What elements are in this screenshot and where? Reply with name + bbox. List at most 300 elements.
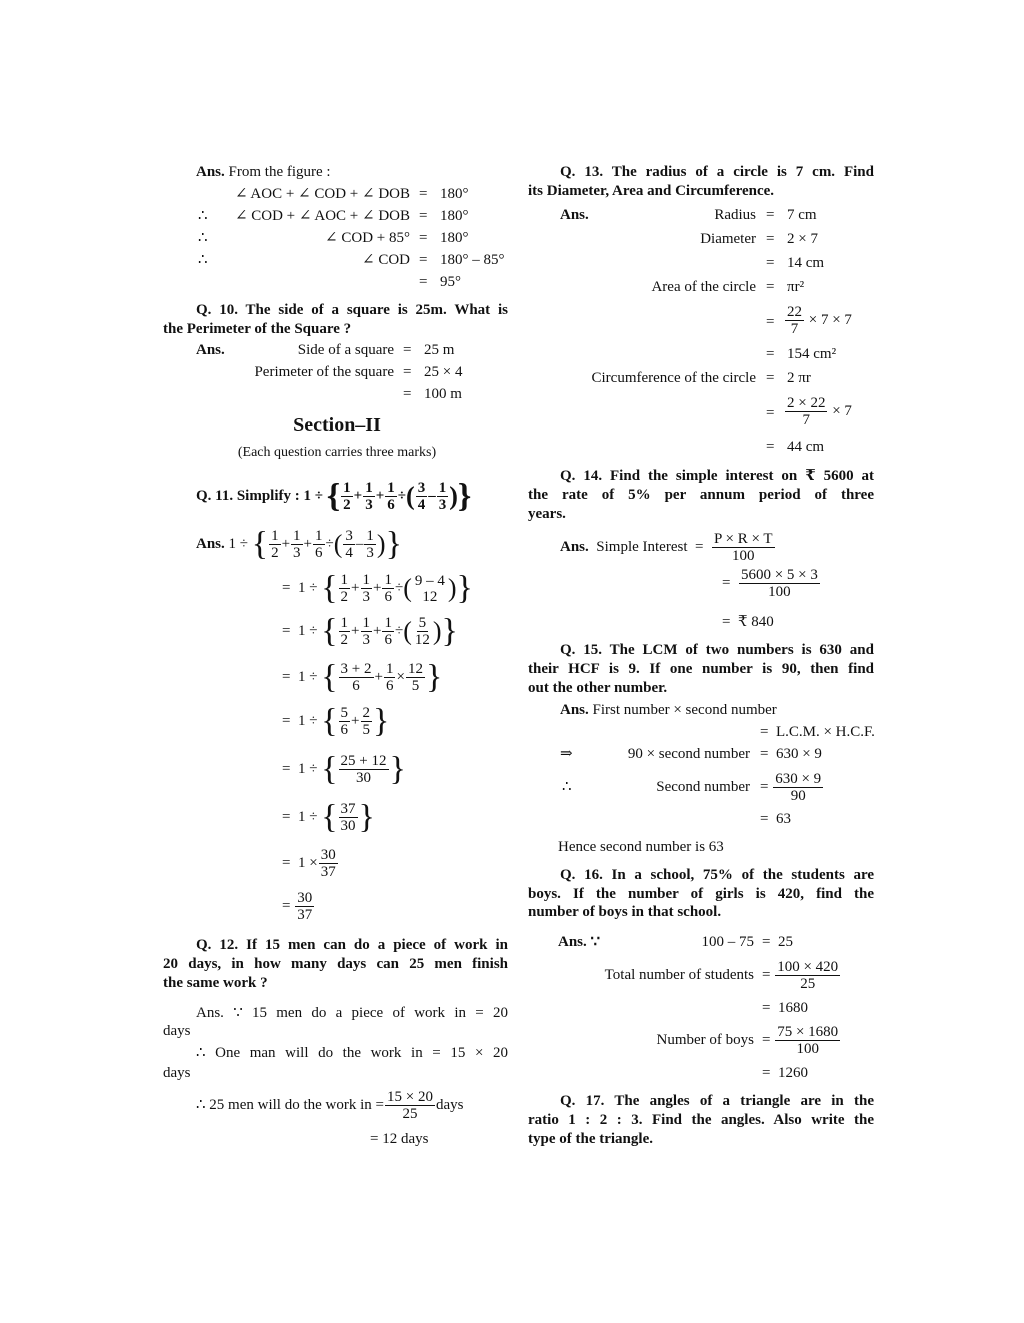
- math-text: =: [695, 539, 704, 555]
- denominator: 3: [365, 497, 373, 514]
- math-text: ×: [396, 669, 405, 685]
- fraction: [361, 572, 373, 605]
- numerator: 15 × 20: [386, 1089, 433, 1106]
- step: [282, 704, 389, 739]
- denominator: 30: [356, 770, 372, 787]
- math-text: =: [760, 724, 769, 740]
- denominator: 3: [293, 545, 301, 562]
- brace: }: [358, 798, 375, 836]
- math-text: 154 cm²: [787, 346, 837, 362]
- denominator: 37: [297, 907, 313, 924]
- brace: }: [385, 525, 402, 563]
- ans-label: Ans.: [196, 342, 225, 358]
- question-text: ratio 1 : 2 : 3. Find the angles. Also write the: [528, 1112, 874, 1128]
- denominator: 2: [343, 497, 351, 514]
- operator: +: [303, 536, 313, 552]
- math-text: 1 ×: [297, 855, 318, 871]
- numerator: 9 – 4: [414, 572, 445, 589]
- math-text: Ans. ∵: [558, 934, 601, 950]
- step: [282, 800, 375, 835]
- fraction: [361, 615, 373, 648]
- fraction: [343, 528, 355, 561]
- brace-open: {: [326, 477, 341, 515]
- question-text: Q. 15. The LCM of two numbers is 630 and: [560, 642, 874, 658]
- numerator: 1: [293, 528, 301, 545]
- math-text: =: [722, 575, 731, 591]
- operator: –: [355, 536, 364, 552]
- math-text: [760, 745, 822, 763]
- question-text: Q. 10. The side of a square is 25m. What is: [196, 302, 508, 318]
- math-text: 2 πr: [787, 370, 811, 386]
- question-text: Q. 16. In a school, 75% of the students are: [560, 867, 874, 883]
- denominator: 6: [385, 678, 394, 695]
- question-text: Q. 12. If 15 men can do a piece of work in: [196, 937, 508, 953]
- numerator: 22: [787, 304, 802, 321]
- denominator: 100: [768, 584, 791, 601]
- step: [282, 752, 406, 787]
- math-text: =: [766, 231, 775, 247]
- fraction: [382, 572, 394, 605]
- fraction: [339, 615, 351, 648]
- math-text: ⇒: [560, 746, 573, 762]
- math-text: [560, 701, 777, 719]
- equals: =: [419, 186, 428, 202]
- math-text: Diameter: [700, 231, 756, 247]
- fraction: [775, 959, 840, 992]
- eq-lhs: Perimeter of the square: [254, 364, 394, 380]
- fraction: [413, 615, 432, 648]
- brace-close: }: [457, 477, 472, 515]
- parenthesis: ): [447, 573, 457, 603]
- question-text: the Perimeter of the Square ?: [163, 321, 352, 337]
- brace: {: [251, 525, 269, 563]
- math-text: 7 cm: [787, 207, 817, 223]
- fraction: [339, 572, 351, 605]
- denominator: 12: [422, 588, 438, 605]
- math-text: 90 × second number: [627, 746, 750, 762]
- math-text: [784, 303, 852, 337]
- denominator: 6: [340, 722, 349, 739]
- answer-result: = 12 days: [370, 1131, 429, 1147]
- denominator: 12: [414, 632, 430, 649]
- numerator: 3: [417, 480, 426, 497]
- denominator: 3: [362, 589, 370, 606]
- math-text: =: [766, 255, 775, 271]
- eq-rhs: 100 m: [424, 386, 462, 402]
- math-text: 14 cm: [787, 255, 825, 271]
- denominator: 25: [402, 1106, 418, 1123]
- fraction: [339, 661, 374, 694]
- numerator: 75 × 1680: [777, 1024, 839, 1041]
- brace: {: [321, 658, 338, 696]
- ans-label: Ans.: [560, 207, 589, 223]
- fraction: [385, 480, 397, 513]
- math-text: ∴: [562, 779, 572, 795]
- fraction: [413, 573, 447, 605]
- fraction: [785, 395, 827, 428]
- math-text: [762, 1023, 841, 1057]
- fraction: [739, 567, 820, 600]
- eq-lhs: ∠ COD + ∠ AOC + ∠ DOB: [234, 208, 410, 224]
- numerator: 1: [438, 480, 447, 497]
- numerator: 1: [362, 572, 370, 589]
- math-text: +: [374, 669, 383, 685]
- numerator: 1: [362, 615, 370, 632]
- math-text: Hence second number is 63: [558, 839, 724, 855]
- step: [282, 846, 339, 880]
- equals: =: [403, 364, 412, 380]
- question-text: its Diameter, Area and Circumference.: [528, 183, 775, 199]
- eq-lhs: ∠ COD + 85°: [325, 230, 410, 246]
- denominator: 6: [384, 632, 392, 649]
- numerator: 630 × 9: [775, 771, 822, 788]
- math-text: =: [766, 314, 775, 330]
- math-text: =: [760, 779, 769, 795]
- numerator: 1: [384, 572, 392, 589]
- therefore-symbol: ∴: [198, 208, 208, 224]
- denominator: 37: [320, 864, 336, 881]
- fraction: [712, 531, 775, 564]
- brace: {: [321, 702, 338, 740]
- math-text: =: [766, 370, 775, 386]
- operator: +: [375, 488, 385, 504]
- math-text: =: [760, 746, 769, 762]
- math-text: [762, 1064, 808, 1082]
- math-text: =: [282, 669, 291, 685]
- fraction: [295, 890, 314, 923]
- numerator: 2 × 22: [787, 395, 826, 412]
- denominator: 6: [315, 545, 323, 562]
- math-text: =: [282, 623, 291, 639]
- math-text: =: [282, 809, 291, 825]
- denominator: 6: [387, 497, 395, 514]
- brace: {: [321, 569, 338, 607]
- math-text: =: [282, 898, 291, 914]
- math-text: =: [282, 855, 291, 871]
- operator: ÷: [325, 536, 334, 552]
- denominator: 4: [345, 545, 353, 562]
- fraction: [313, 528, 325, 561]
- numerator: 3 + 2: [340, 661, 372, 678]
- math-text: ÷: [394, 580, 404, 596]
- parenthesis: ): [432, 616, 442, 646]
- question-text: the same work ?: [163, 975, 268, 991]
- ans-label: Ans.: [196, 164, 225, 180]
- numerator: 12: [407, 661, 423, 678]
- ans-intro: From the figure :: [228, 164, 331, 180]
- parenthesis: ): [449, 481, 458, 511]
- math-text: [196, 163, 331, 181]
- answer-text: days: [163, 1023, 191, 1039]
- math-text: =: [766, 439, 775, 455]
- numerator: 1: [385, 661, 394, 678]
- math-text: ÷: [394, 623, 404, 639]
- math-text: First number × second number: [592, 702, 777, 718]
- numerator: 37: [340, 801, 356, 818]
- math-text: =: [282, 580, 291, 596]
- denominator: 7: [790, 321, 799, 338]
- expression: 1 ÷: [228, 536, 248, 552]
- step: [282, 660, 442, 695]
- fraction: [291, 528, 303, 561]
- answer-text: days: [163, 1065, 191, 1081]
- math-text: =: [282, 713, 291, 729]
- numerator: 30: [297, 890, 313, 907]
- math-text: 630 × 9: [775, 746, 822, 762]
- math-text: [762, 958, 841, 992]
- parenthesis: (: [403, 573, 412, 603]
- denominator: 30: [340, 818, 356, 835]
- math-text: +: [351, 623, 360, 639]
- fraction: [382, 615, 394, 648]
- section-subtitle: (Each question carries three marks): [237, 445, 437, 460]
- numerator: 30: [320, 847, 336, 864]
- question-label: Q. 11. Simplify : 1 ÷: [196, 488, 323, 504]
- numerator: 1: [365, 480, 373, 497]
- math-text: 1 ÷: [297, 669, 318, 685]
- math-text: =: [762, 934, 771, 950]
- math-text: +: [373, 623, 382, 639]
- math-text: [762, 999, 808, 1017]
- fraction: [364, 528, 376, 561]
- math-text: =: [762, 1032, 771, 1048]
- eq-rhs: 180°: [440, 208, 469, 224]
- denominator: 2: [340, 632, 349, 649]
- fraction: [437, 480, 449, 513]
- parenthesis: (: [333, 529, 343, 559]
- math-text: 1260: [777, 1065, 808, 1081]
- brace: {: [321, 612, 338, 650]
- brace: }: [425, 658, 443, 696]
- question-text: years.: [528, 506, 566, 522]
- math-text: days: [435, 1097, 464, 1113]
- numerator: 1: [315, 528, 323, 545]
- fraction: [319, 847, 338, 880]
- math-text: +: [373, 580, 382, 596]
- eq-rhs: 25 m: [424, 342, 455, 358]
- math-text: [760, 810, 791, 828]
- denominator: 2: [271, 545, 279, 562]
- denominator: 6: [384, 589, 392, 606]
- math-text: × 7 × 7: [808, 312, 852, 328]
- math-text: [196, 479, 471, 514]
- math-text: Ans.: [560, 539, 589, 555]
- numerator: 1: [340, 615, 349, 632]
- math-text: Second number: [656, 779, 750, 795]
- question-text: 20 days, in how many days can 25 men finish: [163, 956, 508, 972]
- equals: =: [419, 208, 428, 224]
- equals: =: [419, 274, 428, 290]
- equals: =: [419, 252, 428, 268]
- answer-result: ₹ 840: [737, 614, 774, 630]
- parenthesis: (: [406, 481, 415, 511]
- brace: }: [373, 702, 390, 740]
- denominator: 25: [800, 976, 816, 993]
- numerator: 5: [340, 705, 349, 722]
- ans-label: Ans.: [196, 536, 225, 552]
- fraction: [339, 753, 389, 786]
- brace: {: [321, 798, 338, 836]
- math-text: =: [762, 967, 771, 983]
- numerator: 1: [340, 572, 349, 589]
- denominator: 6: [352, 678, 360, 695]
- fraction: [341, 480, 353, 513]
- fraction: [773, 771, 823, 804]
- math-text: 100 – 75: [701, 934, 754, 950]
- math-text: πr²: [787, 279, 805, 295]
- operator: ÷: [397, 488, 407, 504]
- eq-rhs: 180°: [440, 230, 469, 246]
- operator: +: [353, 488, 363, 504]
- math-text: [560, 530, 776, 564]
- fraction: [406, 661, 425, 694]
- math-text: 63: [775, 811, 791, 827]
- math-text: [784, 394, 852, 428]
- operator: +: [281, 536, 291, 552]
- eq-lhs: ∠ COD: [362, 252, 410, 268]
- question-text: boys. If the number of girls is 420, find the: [528, 886, 874, 902]
- section-title: Section–II: [293, 414, 381, 436]
- math-text: =: [766, 346, 775, 362]
- question-text: Q. 14. Find the simple interest on ₹ 5600 at: [560, 468, 874, 484]
- question-text: their HCF is 9. If one number is 90, then find: [528, 661, 874, 677]
- answer-text: ∴ One man will do the work in = 15 × 20: [196, 1045, 508, 1061]
- denominator: 5: [411, 678, 420, 695]
- math-text: 2 × 7: [787, 231, 818, 247]
- math-text: =: [766, 207, 775, 223]
- fraction: [416, 480, 428, 513]
- brace: }: [456, 569, 473, 607]
- step: [282, 889, 315, 923]
- math-text: 1 ÷: [297, 580, 318, 596]
- brace: }: [389, 750, 406, 788]
- fraction: [269, 528, 281, 561]
- question-text: Q. 13. The radius of a circle is 7 cm. Find: [560, 164, 874, 180]
- numerator: 5600 × 5 × 3: [740, 567, 818, 584]
- parenthesis: ): [376, 529, 386, 559]
- math-text: [762, 933, 793, 951]
- math-text: [722, 566, 821, 600]
- math-text: Total number of students: [604, 967, 754, 983]
- numerator: 1: [387, 480, 395, 497]
- eq-rhs: 180°: [440, 186, 469, 202]
- numerator: P × R × T: [713, 531, 773, 548]
- answer-text: [196, 1088, 463, 1122]
- math-text: +: [351, 580, 360, 596]
- math-text: 1680: [777, 1000, 808, 1016]
- fraction: [385, 1089, 435, 1122]
- numerator: 3: [345, 528, 353, 545]
- math-text: 1 ÷: [297, 809, 318, 825]
- brace: {: [321, 750, 338, 788]
- math-text: =: [762, 1065, 771, 1081]
- denominator: 3: [438, 497, 447, 514]
- eq-rhs: 25 × 4: [424, 364, 463, 380]
- math-text: Ans.: [560, 702, 589, 718]
- eq-rhs: 95°: [440, 274, 461, 290]
- math-text: Circumference of the circle: [591, 370, 756, 386]
- math-text: =: [282, 761, 291, 777]
- numerator: 25 + 12: [340, 753, 387, 770]
- fraction: [339, 705, 351, 738]
- math-text: Simple Interest: [596, 539, 688, 555]
- math-text: =: [762, 1000, 771, 1016]
- numerator: 1: [366, 528, 374, 545]
- question-text: type of the triangle.: [528, 1131, 653, 1147]
- equals: =: [403, 342, 412, 358]
- denominator: 3: [362, 632, 370, 649]
- numerator: 1: [384, 615, 392, 632]
- operator: –: [428, 488, 436, 504]
- math-text: [722, 613, 774, 631]
- math-text: Area of the circle: [651, 279, 756, 295]
- math-text: 1 ÷: [297, 623, 318, 639]
- denominator: 5: [362, 722, 370, 739]
- equals: =: [419, 230, 428, 246]
- math-text: L.C.M. × H.C.F.: [775, 724, 875, 740]
- math-text: =: [760, 811, 769, 827]
- question-text: Q. 17. The angles of a triangle are in the: [560, 1093, 874, 1109]
- fraction: [384, 661, 396, 694]
- eq-lhs: ∠ AOC + ∠ COD + ∠ DOB: [234, 186, 410, 202]
- therefore-symbol: ∴: [198, 252, 208, 268]
- step: [282, 571, 473, 606]
- math-text: +: [351, 713, 360, 729]
- math-text: Radius: [714, 207, 756, 223]
- math-text: ∴ 25 men will do the work in =: [196, 1097, 384, 1113]
- numerator: 1: [343, 480, 351, 497]
- question-text: number of boys in that school.: [528, 904, 722, 920]
- therefore-symbol: ∴: [198, 230, 208, 246]
- math-text: =: [766, 405, 775, 421]
- parenthesis: (: [403, 616, 412, 646]
- numerator: 1: [271, 528, 279, 545]
- denominator: 7: [802, 412, 810, 429]
- fraction: [775, 1024, 840, 1057]
- math-text: =: [766, 279, 775, 295]
- numerator: 5: [418, 615, 427, 632]
- question-text: out the other number.: [528, 680, 668, 696]
- numerator: 100 × 420: [777, 959, 839, 976]
- fraction: [339, 801, 358, 834]
- equals: =: [403, 386, 412, 402]
- math-text: 1 ÷: [297, 713, 318, 729]
- question-text: the rate of 5% per annum period of three: [528, 487, 874, 503]
- step: [282, 614, 458, 649]
- math-text: 44 cm: [787, 439, 825, 455]
- denominator: 100: [796, 1041, 819, 1058]
- eq-rhs: 180° – 85°: [440, 252, 505, 268]
- brace: }: [441, 612, 458, 650]
- math-text: × 7: [832, 403, 852, 419]
- math-text: 25: [777, 934, 793, 950]
- fraction: [363, 480, 375, 513]
- denominator: 2: [340, 589, 349, 606]
- math-text: [196, 527, 402, 562]
- denominator: 90: [790, 788, 806, 805]
- denominator: 4: [417, 497, 426, 514]
- answer-text: Ans. ∵ 15 men do a piece of work in = 20: [196, 1005, 508, 1021]
- eq-lhs: Side of a square: [297, 342, 394, 358]
- numerator: 2: [362, 705, 370, 722]
- fraction: [361, 705, 373, 738]
- math-text: =: [722, 614, 731, 630]
- math-text: [760, 723, 875, 741]
- math-text: [760, 770, 824, 804]
- math-text: Number of boys: [656, 1032, 754, 1048]
- fraction: [785, 304, 804, 337]
- denominator: 3: [366, 545, 374, 562]
